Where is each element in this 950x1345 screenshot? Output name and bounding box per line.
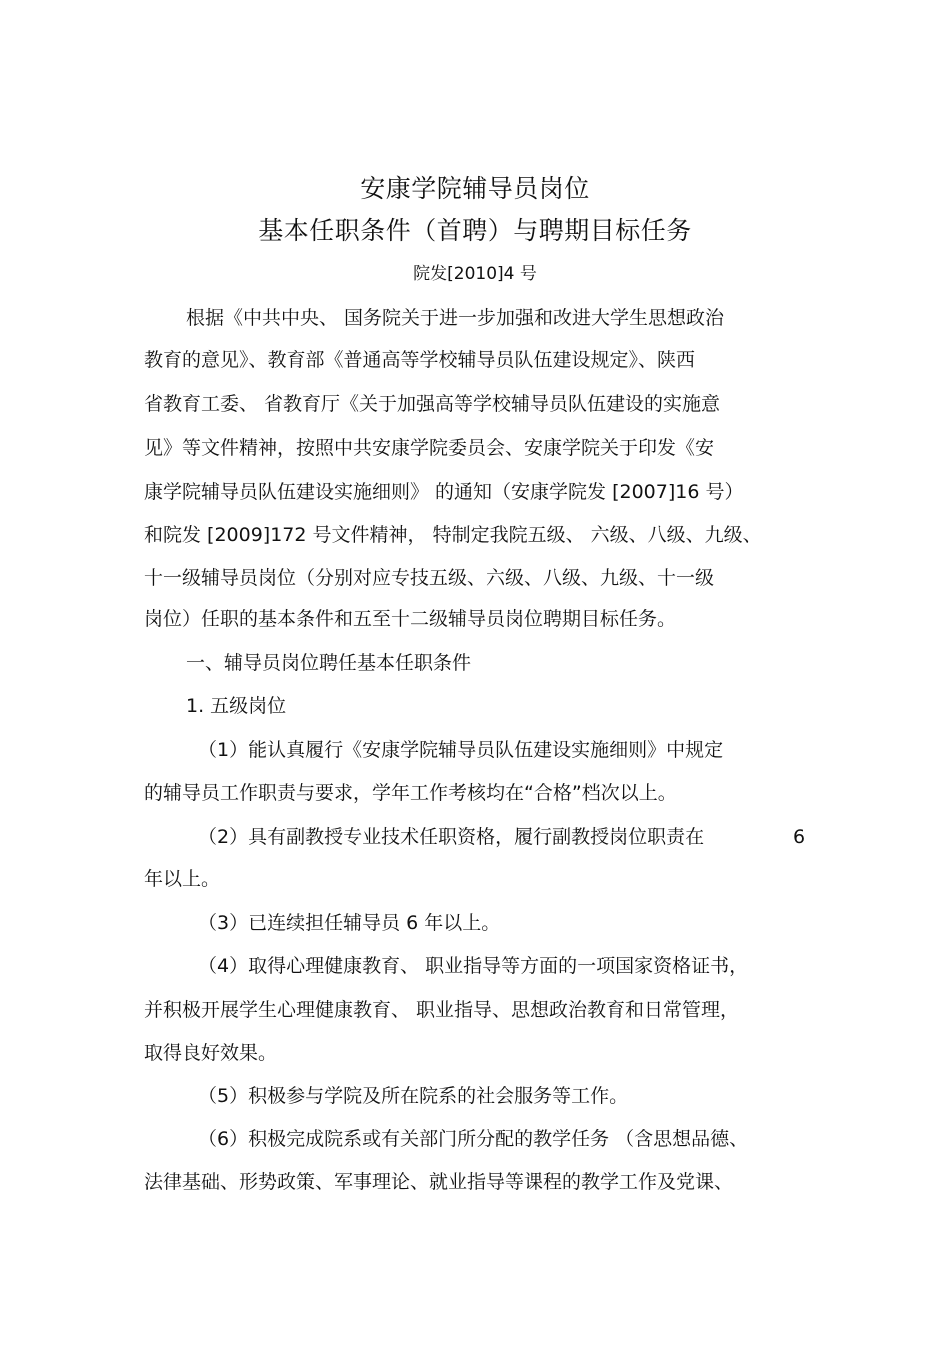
item-6-line-2: 法律基础、形势政策、军事理论、就业指导等课程的教学工作及党课、: [144, 1171, 734, 1193]
document-title-line2: 基本任职条件（首聘）与聘期目标任务: [258, 216, 692, 245]
intro-line: 根据《中共中央、 国务院关于进一步加强和改进大学生思想政治: [186, 307, 725, 329]
item-4-line-3: 取得良好效果。: [144, 1042, 278, 1064]
item-2-number: 6: [793, 826, 806, 848]
item-1-line-2: 的辅导员工作职责与要求，学年工作考核均在“合格”档次以上。: [144, 782, 677, 804]
item-1-line-1: （1）能认真履行《安康学院辅导员队伍建设实施细则》中规定: [198, 739, 724, 761]
intro-line: 十一级辅导员岗位（分别对应专技五级、六级、八级、九级、十一级: [144, 567, 715, 589]
document-number: 院发[2010]4 号: [413, 264, 537, 284]
item-6-line-1: （6）积极完成院系或有关部门所分配的教学任务 （含思想品德、: [198, 1128, 749, 1150]
intro-line: 和院发 [2009]172 号文件精神， 特制定我院五级、 六级、八级、九级、: [144, 524, 762, 546]
item-2-line-2: 年以上。: [144, 868, 221, 890]
intro-line: 省教育工委、 省教育厅《关于加强高等学校辅导员队伍建设的实施意: [144, 393, 721, 415]
intro-line: 教育的意见》、教育部《普通高等学校辅导员队伍建设规定》、陕西: [144, 349, 696, 371]
document-title-line1: 安康学院辅导员岗位: [360, 174, 590, 203]
intro-line: 岗位）任职的基本条件和五至十二级辅导员岗位聘期目标任务。: [144, 608, 677, 630]
item-2-line-1: （2）具有副教授专业技术任职资格，履行副教授岗位职责在: [198, 826, 705, 848]
intro-line: 康学院辅导员队伍建设实施细则》 的通知（安康学院发 [2007]16 号）: [144, 481, 744, 503]
intro-line: 见》等文件精神，按照中共安康学院委员会、安康学院关于印发《安: [144, 437, 715, 459]
section-heading: 一、辅导员岗位聘任基本任职条件: [186, 652, 472, 674]
item-4-line-2: 并积极开展学生心理健康教育、 职业指导、思想政治教育和日常管理，: [144, 999, 740, 1021]
item-3-line-1: （3）已连续担任辅导员 6 年以上。: [198, 912, 501, 934]
item-5-line-1: （5）积极参与学院及所在院系的社会服务等工作。: [198, 1085, 629, 1107]
subsection-heading: 1. 五级岗位: [186, 695, 287, 717]
item-4-line-1: （4）取得心理健康教育、 职业指导等方面的一项国家资格证书，: [198, 955, 749, 977]
